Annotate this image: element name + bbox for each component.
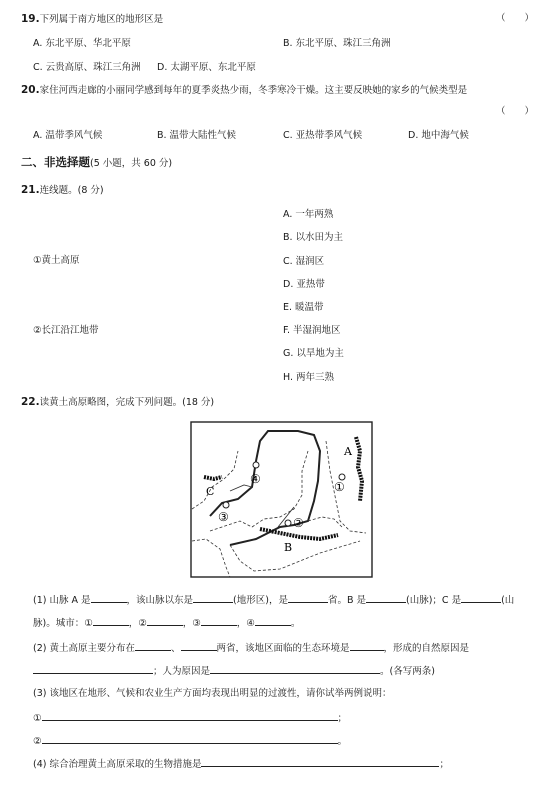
q22-p2-text-b: 、 [170, 643, 181, 654]
q22-p1-text-h: ，② [128, 618, 147, 629]
q22-part2-line2 [33, 664, 435, 677]
q22-p1-text-c: (地形区)，是 [233, 595, 288, 606]
q22-p3-end-1: ； [337, 713, 348, 724]
section-2-note: (5 小题，共 60 分) [90, 158, 173, 169]
q22-p1-blank-city-1[interactable] [93, 616, 129, 626]
q21-right-item-f[interactable]: F. 半湿润地区 [283, 325, 341, 336]
map-label-city-1: ① [334, 480, 345, 494]
q22-number: 22. [21, 396, 40, 408]
q21-right-item-b[interactable]: B. 以水田为主 [283, 232, 344, 243]
q19-option-c[interactable]: C. 云贵高原、珠江三角洲 [33, 62, 141, 73]
q22-p1-blank-mountain-c[interactable] [461, 593, 501, 603]
city-marker-4 [253, 462, 259, 468]
q22-p2-text-a: (2) 黄土高原主要分布在 [33, 643, 135, 654]
city-marker-3 [223, 502, 229, 508]
q19-stem: 下列属于南方地区的地形区是 [39, 14, 164, 25]
q21-right-item-d[interactable]: D. 亚热带 [283, 279, 325, 290]
q21-stem: 连线题。(8 分) [39, 185, 104, 196]
q20-option-a[interactable]: A. 温带季风气候 [33, 130, 103, 141]
q22-p1-blank-mountain-b[interactable] [366, 593, 406, 603]
q21-right-item-a[interactable]: A. 一年两熟 [283, 209, 334, 220]
q19-number: 19. [21, 13, 40, 25]
q21-number: 21. [21, 184, 40, 196]
map-label-city-4: ④ [250, 472, 261, 486]
q20-stem-line [21, 84, 467, 97]
q22-p1-blank-city-4[interactable] [255, 616, 291, 626]
q19-answer-paren[interactable]: （ ） [496, 13, 543, 24]
q22-stem-line [21, 396, 214, 409]
city-marker-2 [285, 520, 291, 526]
q22-p2-blank-province-2[interactable] [181, 641, 217, 651]
q20-option-c[interactable]: C. 亚热带季风气候 [283, 130, 363, 141]
map-label-c: C [206, 485, 215, 498]
q22-p4-blank-bio-measures[interactable] [201, 757, 439, 767]
q22-p1-text-i: ，③ [182, 618, 201, 629]
q19-option-a[interactable]: A. 东北平原、华北平原 [33, 38, 131, 49]
q22-p1-text-a: (1) 山脉 A 是 [33, 595, 91, 606]
q22-part3-line1 [33, 711, 347, 724]
q19-option-d[interactable]: D. 太湖平原、东北平原 [157, 62, 256, 73]
q22-p1-text-j: ，④ [236, 618, 255, 629]
q22-p2-blank-eco-problem[interactable] [350, 641, 384, 651]
q22-p3-blank-example-1[interactable] [42, 711, 338, 721]
map-label-city-2: ② [293, 516, 304, 530]
q22-p2-blank-natural-cause[interactable] [33, 664, 153, 674]
q20-number: 20. [21, 84, 40, 96]
q22-p1-text-f: (山 [501, 595, 515, 606]
q20-stem: 家住河西走廊的小丽同学感到每年的夏季炎热少雨，冬季寒冷干燥。这主要反映她的家乡的气候类型是 [39, 85, 468, 96]
q22-p4-text-a: (4) 综合治理黄土高原采取的生物措施是 [33, 759, 202, 770]
q21-right-item-h[interactable]: H. 两年三熟 [283, 372, 335, 383]
q22-part1-line1 [33, 593, 514, 606]
section-2-title: 二、非选择题 [21, 155, 90, 169]
q22-p1-text-b: ，该山脉以东是 [126, 595, 194, 606]
q22-p4-end: ； [439, 759, 449, 770]
q21-right-item-e[interactable]: E. 暖温带 [283, 302, 324, 313]
section-2-heading [21, 156, 172, 170]
q22-p1-blank-mountain-a[interactable] [91, 593, 127, 603]
q22-p1-text-d: 省。B 是 [327, 595, 366, 606]
q22-p1-blank-city-2[interactable] [147, 616, 183, 626]
q22-p1-text-k: 。 [290, 618, 301, 629]
q22-p3-blank-example-2[interactable] [42, 734, 338, 744]
q22-p1-text-g: 脉)。城市：① [33, 618, 93, 629]
q22-p1-blank-landform[interactable] [193, 593, 233, 603]
q22-p2-blank-province-1[interactable] [135, 641, 171, 651]
q21-left-item-1[interactable]: ①黄土高原 [33, 255, 80, 266]
q22-part3-prompt: (3) 该地区在地形、气候和农业生产方面均表现出明显的过渡性，请你试举两例说明： [33, 688, 392, 699]
q22-part2-line1 [33, 641, 469, 654]
q19-option-b[interactable]: B. 东北平原、珠江三角洲 [283, 38, 391, 49]
q22-p2-text-f: 。(各写两条) [380, 666, 435, 677]
q22-part4-line [33, 757, 449, 770]
map-label-city-3: ③ [218, 510, 229, 524]
q19-stem-line [21, 13, 163, 26]
q22-p1-blank-province[interactable] [288, 593, 328, 603]
loess-plateau-map [190, 421, 373, 578]
q20-option-b[interactable]: B. 温带大陆性气候 [157, 130, 237, 141]
q20-answer-paren[interactable]: （ ） [496, 106, 543, 117]
q22-p3-end-2: 。 [337, 736, 348, 747]
q22-stem: 读黄土高原略图，完成下列问题。(18 分) [39, 397, 215, 408]
q22-p2-text-e: ；人为原因是 [153, 666, 211, 677]
q22-part3-line2 [33, 734, 347, 747]
q21-stem-line [21, 184, 104, 197]
q22-p2-text-c: 两省，该地区面临的生态环境是 [216, 643, 350, 654]
q22-p1-blank-city-3[interactable] [201, 616, 237, 626]
map-label-b: B [284, 541, 293, 554]
map-label-a: A [344, 445, 352, 458]
q21-left-item-2[interactable]: ②长江沿江地带 [33, 325, 99, 336]
q22-part1-line2 [33, 616, 300, 629]
q21-right-item-c[interactable]: C. 湿润区 [283, 256, 325, 267]
q22-p3-label-1: ① [33, 713, 42, 724]
q22-p1-text-e: (山脉)；C 是 [406, 595, 462, 606]
q22-p2-text-d: ，形成的自然原因是 [383, 643, 470, 654]
q22-p2-blank-human-cause[interactable] [210, 664, 380, 674]
q22-p3-label-2: ② [33, 736, 42, 747]
q21-right-item-g[interactable]: G. 以旱地为主 [283, 348, 344, 359]
q20-option-d[interactable]: D. 地中海气候 [408, 130, 469, 141]
